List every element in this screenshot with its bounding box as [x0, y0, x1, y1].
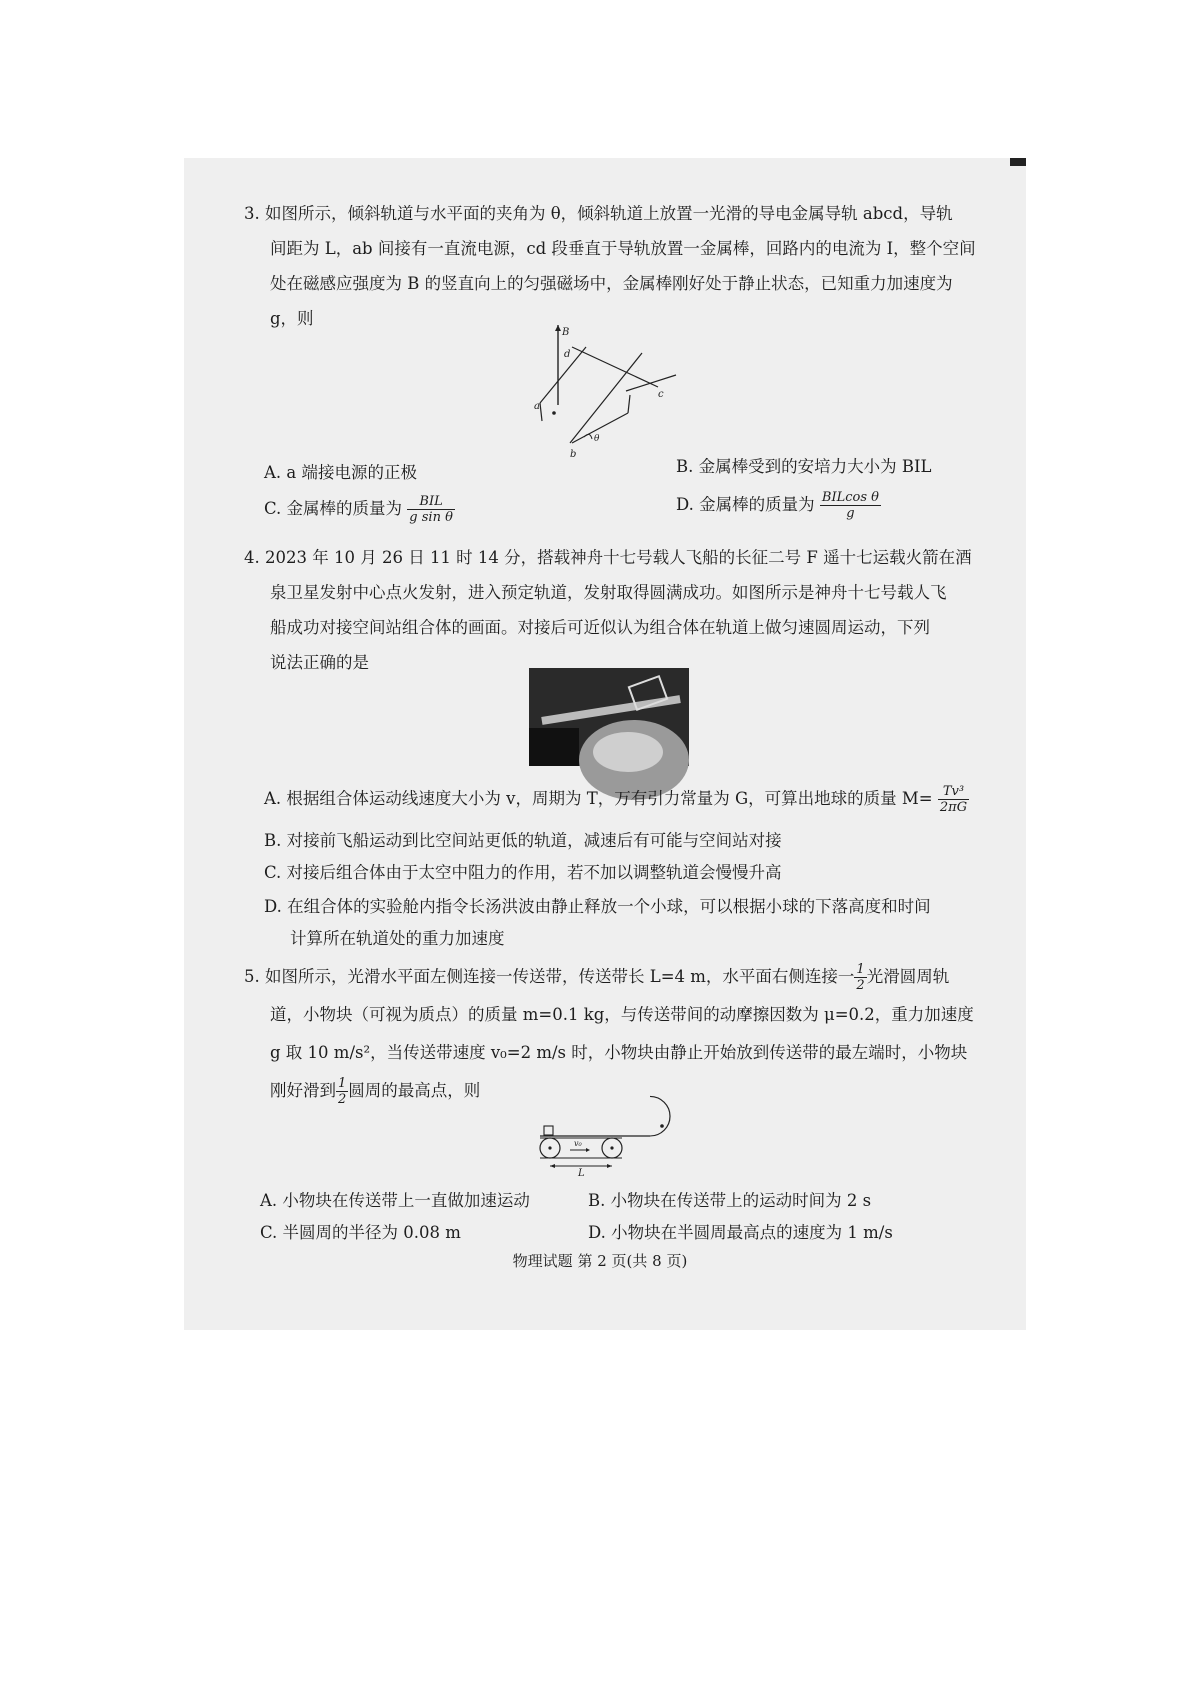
q3-option-c: [264, 494, 455, 525]
label-a: a: [534, 401, 540, 412]
q4-option-d-line-2: 计算所在轨道处的重力加速度: [290, 929, 505, 948]
q4-line-3: 船成功对接空间站组合体的画面。对接后可近似认为组合体在轨道上做匀速圆周运动，下列: [270, 618, 930, 637]
q5-half-den-1: 2: [856, 978, 865, 993]
q3-option-d-text: D. 金属棒的质量为: [676, 495, 815, 514]
q3-option-c-fraction: [407, 494, 455, 525]
q3-option-c-text: C. 金属棒的质量为: [264, 499, 403, 518]
q3-line-2: 间距为 L，ab 间接有一直流电源，cd 段垂直于导轨放置一金属棒，回路内的电流为 I，整个空间: [270, 239, 976, 258]
q5-half-fraction-1: [854, 962, 866, 993]
q3-incline-rail-diagram: [534, 325, 690, 460]
q5-line-2: 道，小物块（可视为质点）的质量 m=0.1 kg，与传送带间的动摩擦因数为 μ=0.2，重力加速度: [270, 1005, 974, 1024]
q4-line-2: 泉卫星发射中心点火发射，进入预定轨道，发射取得圆满成功。如图所示是神舟十七号载人飞: [270, 583, 947, 602]
q3-line-1: 3. 如图所示，倾斜轨道与水平面的夹角为 θ，倾斜轨道上放置一光滑的导电金属导轨 abcd，导轨: [244, 204, 953, 223]
q5-half-fraction-2: [336, 1076, 348, 1107]
q3-option-d: [676, 490, 881, 521]
q5-line-3: g 取 10 m/s²，当传送带速度 v₀=2 m/s 时，小物块由静止开始放到传送带的最左端时，小物块: [270, 1043, 968, 1062]
q4-line-1: 4. 2023 年 10 月 26 日 11 时 14 分，搭载神舟十七号载人飞船的长征二号 F 遥十七运载火箭在酒: [244, 548, 972, 567]
q5-line-1-text: 5. 如图所示，光滑水平面左侧连接一传送带，传送带长 L=4 m，水平面右侧连接一: [244, 967, 855, 986]
q5-conveyor-diagram: [530, 1110, 690, 1184]
q3-c-numerator: BIL: [407, 494, 455, 510]
q4-option-d-line-1: D. 在组合体的实验舱内指令长汤洪波由静止释放一个小球，可以根据小球的下落高度和时间: [264, 897, 931, 916]
label-c: c: [658, 389, 664, 400]
q4-line-4: 说法正确的是: [270, 653, 369, 672]
q5-option-a: A. 小物块在传送带上一直做加速运动: [260, 1191, 530, 1210]
space-station-docking-photo: [529, 668, 689, 766]
label-theta: θ: [594, 434, 600, 444]
scan-corner-mark: [1010, 158, 1026, 166]
q5-option-d: D. 小物块在半圆周最高点的速度为 1 m/s: [588, 1223, 893, 1242]
q5-half-den-2: 2: [338, 1092, 347, 1107]
q3-option-a: A. a 端接电源的正极: [264, 463, 417, 482]
q3-line-3: 处在磁感应强度为 B 的竖直向上的匀强磁场中，金属棒刚好处于静止状态，已知重力加速度为: [270, 274, 953, 293]
q3-line-4: g，则: [270, 309, 314, 328]
label-L: L: [578, 1168, 585, 1179]
q5-half-num-2: 1: [338, 1076, 347, 1091]
q5-line-1-end: 光滑圆周轨: [866, 967, 950, 986]
q4-a-denominator: 2πG: [939, 800, 968, 815]
label-B: B: [562, 327, 570, 338]
q5-line-1: [244, 958, 1014, 996]
question-3-stem: [244, 196, 1004, 336]
q5-line-4-end: 圆周的最高点，则: [348, 1081, 481, 1100]
q4-option-a-fraction: [938, 784, 969, 815]
question-5-stem: [244, 958, 1014, 1110]
label-b: b: [570, 449, 577, 460]
q3-option-b: B. 金属棒受到的安培力大小为 BIL: [676, 457, 932, 476]
label-d: d: [564, 349, 571, 360]
q5-half-num-1: 1: [856, 962, 865, 977]
page-footer: 物理试题 第 2 页(共 8 页): [512, 1252, 688, 1270]
q5-line-4-text: 刚好滑到: [270, 1081, 336, 1100]
q3-d-denominator: g: [846, 506, 855, 521]
q4-option-a: [264, 784, 969, 815]
q3-c-denominator: g sin θ: [409, 510, 453, 525]
q4-option-c: C. 对接后组合体由于太空中阻力的作用，若不加以调整轨道会慢慢升高: [264, 863, 782, 882]
label-v0: v₀: [574, 1139, 582, 1148]
q4-a-numerator: Tv³: [938, 784, 969, 800]
q3-option-d-fraction: [820, 490, 881, 521]
q5-option-c: C. 半圆周的半径为 0.08 m: [260, 1223, 461, 1242]
q5-line-4: [244, 1072, 1014, 1110]
question-4-stem: [244, 540, 1004, 680]
q5-option-b: B. 小物块在传送带上的运动时间为 2 s: [588, 1191, 872, 1210]
q4-option-a-text: A. 根据组合体运动线速度大小为 v，周期为 T，万有引力常量为 G，可算出地球的质量 M=: [264, 789, 933, 808]
q4-option-b: B. 对接前飞船运动到比空间站更低的轨道，减速后有可能与空间站对接: [264, 831, 782, 850]
q3-d-numerator: BILcos θ: [821, 490, 879, 505]
